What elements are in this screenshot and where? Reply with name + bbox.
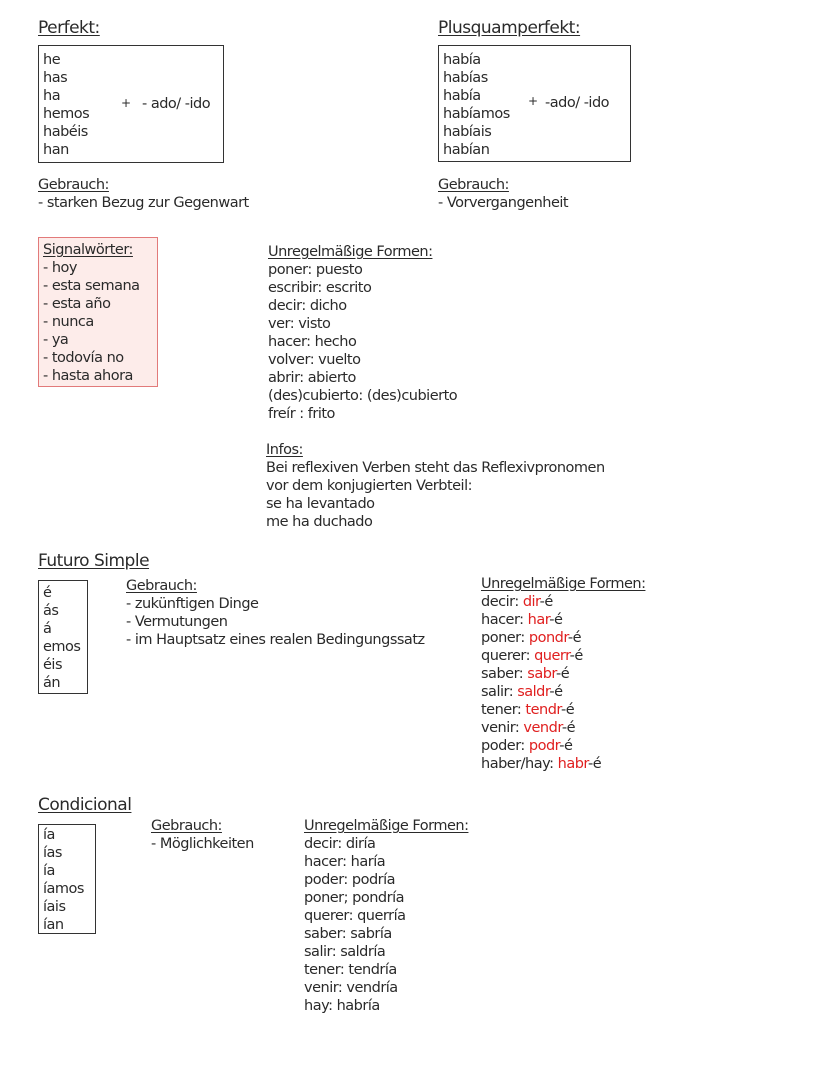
condicional-ending: íamos — [43, 881, 84, 897]
condicional-endings-box — [38, 824, 96, 934]
condicional-irregular-item: poner; pondría — [304, 890, 404, 906]
futuro-irregular-item: poner: pondr-é — [481, 630, 582, 646]
irregular-item: (des)cubierto: (des)cubierto — [268, 388, 458, 404]
infos-section — [266, 441, 605, 531]
plusquamperfekt-form: habíais — [443, 124, 492, 140]
infos-line: vor dem konjugierten Verbteil: — [266, 478, 472, 494]
futuro-ending: éis — [43, 657, 63, 673]
irregular-item: volver: vuelto — [268, 352, 361, 368]
irregular-item: decir: dicho — [268, 298, 347, 314]
irregular-item: ver: visto — [268, 316, 331, 332]
signalwort-item: - esta semana — [43, 278, 140, 294]
signalwoerter-box — [38, 237, 158, 387]
futuro-usage-item: - im Hauptsatz eines realen Bedingungssatz — [126, 632, 425, 648]
irregular-item: abrir: abierto — [268, 370, 356, 386]
perfekt-form: han — [43, 142, 69, 158]
condicional-irregular-item: saber: sabría — [304, 926, 392, 942]
futuro-irregular-item: querer: querr-é — [481, 648, 583, 664]
plusquamperfekt-form: habías — [443, 70, 488, 86]
futuro-irregular-item: saber: sabr-é — [481, 666, 570, 682]
perfekt-irregular-list — [268, 243, 457, 423]
condicional-usage — [151, 817, 254, 853]
condicional-ending: ías — [43, 845, 62, 861]
infos-line: me ha duchado — [266, 514, 373, 530]
infos-line: se ha levantado — [266, 496, 375, 512]
perfekt-form: he — [43, 52, 61, 68]
condicional-usage-label: Gebrauch: — [151, 818, 222, 834]
plusquamperfekt-plus: + — [528, 94, 538, 108]
condicional-irregular-list — [304, 817, 468, 1015]
irregular-item: poner: puesto — [268, 262, 363, 278]
infos-line: Bei reflexiven Verben steht das Reflexivpronomen — [266, 460, 605, 476]
futuro-endings-list — [43, 584, 80, 692]
futuro-ending: á — [43, 621, 52, 637]
futuro-irregular-item: poder: podr-é — [481, 738, 573, 754]
futuro-ending: emos — [43, 639, 81, 655]
condicional-irregular-title: Unregelmäßige Formen: — [304, 818, 469, 834]
perfekt-form: has — [43, 70, 68, 86]
perfekt-irregular-title: Unregelmäßige Formen: — [268, 244, 433, 260]
perfekt-ending: - ado/ -ido — [142, 96, 211, 112]
condicional-endings-list — [43, 826, 84, 934]
futuro-irregular-item: tener: tendr-é — [481, 702, 575, 718]
signalwoerter-list — [43, 241, 140, 385]
futuro-irregular-item: venir: vendr-é — [481, 720, 576, 736]
perfekt-forms-box — [38, 45, 224, 163]
futuro-ending: ás — [43, 603, 59, 619]
perfekt-title: Perfekt: — [38, 18, 100, 38]
plusquamperfekt-form: había — [443, 88, 481, 104]
plusquamperfekt-ending: -ado/ -ido — [545, 95, 610, 111]
futuro-endings-box — [38, 580, 88, 694]
condicional-irregular-item: tener: tendría — [304, 962, 397, 978]
perfekt-form: hemos — [43, 106, 90, 122]
condicional-irregular-item: poder: podría — [304, 872, 396, 888]
futuro-usage-label: Gebrauch: — [126, 578, 197, 594]
futuro-ending: é — [43, 585, 52, 601]
plusquamperfekt-usage-label: Gebrauch: — [438, 177, 509, 193]
signalwort-item: - todovía no — [43, 350, 124, 366]
perfekt-plus: + — [121, 96, 131, 110]
plusquamperfekt-form: habían — [443, 142, 490, 158]
condicional-irregular-item: venir: vendría — [304, 980, 398, 996]
condicional-ending: ían — [43, 917, 64, 933]
futuro-ending: án — [43, 675, 61, 691]
condicional-ending: íais — [43, 899, 66, 915]
plusquamperfekt-forms-list — [443, 51, 510, 159]
condicional-irregular-item: hay: habría — [304, 998, 380, 1014]
futuro-irregular-item: salir: saldr-é — [481, 684, 563, 700]
futuro-irregular-item: haber/hay: habr-é — [481, 756, 602, 772]
irregular-item: hacer: hecho — [268, 334, 357, 350]
futuro-title: Futuro Simple — [38, 551, 150, 571]
signalwort-item: - ya — [43, 332, 69, 348]
condicional-usage-item: - Möglichkeiten — [151, 836, 254, 852]
plusquamperfekt-form: habíamos — [443, 106, 510, 122]
plusquamperfekt-title: Plusquamperfekt: — [438, 18, 581, 38]
plusquamperfekt-usage: - Vorvergangenheit — [438, 195, 569, 211]
futuro-usage-item: - zukünftigen Dinge — [126, 596, 259, 612]
signalwoerter-title: Signalwörter: — [43, 242, 133, 258]
futuro-usage — [126, 577, 425, 649]
irregular-item: freír : frito — [268, 406, 335, 422]
irregular-item: escribir: escrito — [268, 280, 372, 296]
perfekt-form: ha — [43, 88, 61, 104]
condicional-irregular-item: salir: saldría — [304, 944, 386, 960]
perfekt-usage: - starken Bezug zur Gegenwart — [38, 195, 249, 211]
condicional-ending: ía — [43, 827, 55, 843]
futuro-usage-item: - Vermutungen — [126, 614, 228, 630]
infos-title: Infos: — [266, 442, 303, 458]
signalwort-item: - esta año — [43, 296, 111, 312]
condicional-ending: ía — [43, 863, 55, 879]
condicional-irregular-item: decir: diría — [304, 836, 376, 852]
plusquamperfekt-forms-box — [438, 45, 631, 162]
signalwort-item: - hasta ahora — [43, 368, 133, 384]
condicional-irregular-item: querer: querría — [304, 908, 406, 924]
signalwort-item: - hoy — [43, 260, 77, 276]
condicional-title: Condicional — [38, 795, 132, 815]
futuro-irregular-list — [481, 575, 645, 773]
plusquamperfekt-form: había — [443, 52, 481, 68]
perfekt-forms-list — [43, 51, 89, 159]
futuro-irregular-title: Unregelmäßige Formen: — [481, 576, 646, 592]
signalwort-item: - nunca — [43, 314, 94, 330]
perfekt-form: habéis — [43, 124, 88, 140]
condicional-irregular-item: hacer: haría — [304, 854, 386, 870]
perfekt-usage-label: Gebrauch: — [38, 177, 109, 193]
futuro-irregular-item: decir: dir-é — [481, 594, 553, 610]
futuro-irregular-item: hacer: har-é — [481, 612, 563, 628]
